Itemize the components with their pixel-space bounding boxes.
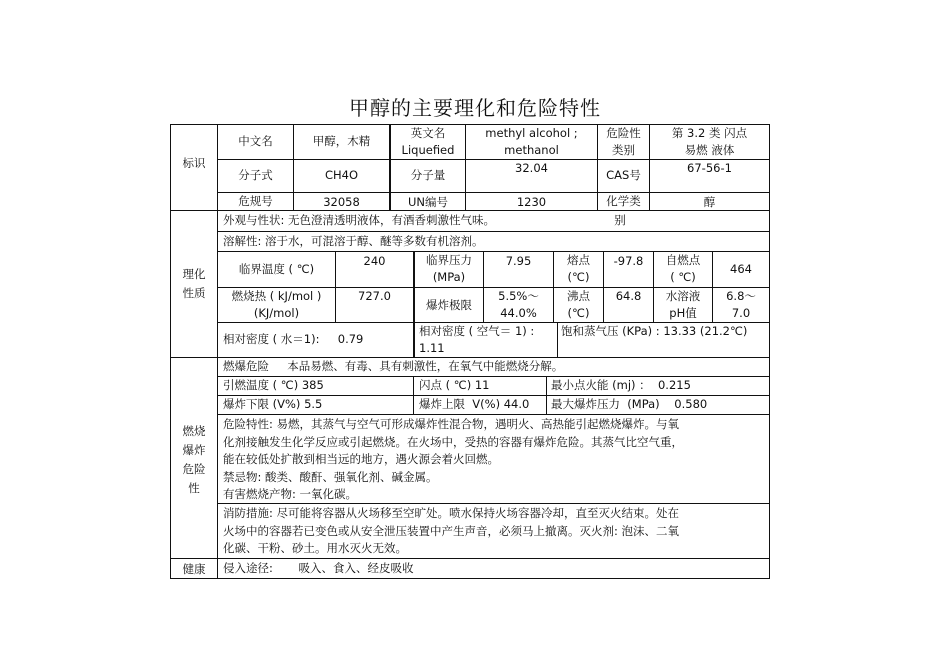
fire-hazard: 燃爆危险 本品易燃、有毒、具有刺激性，在氧气中能燃烧分解。 (223, 359, 564, 373)
upper-explosion-limit: 爆炸上限 V(%) 44.0 (419, 397, 530, 411)
boiling-point-value: 64.8 (615, 289, 642, 303)
section-label-fire-explosion-hazard: 燃烧 爆炸 危险 性 (182, 424, 206, 495)
melting-point-value: -97.8 (613, 254, 644, 268)
bie-mark: 别 (614, 213, 626, 227)
critical-pressure-label: 临界压力 (MPa) (426, 253, 472, 284)
section-label-health: 健康 (182, 562, 206, 576)
relative-density-water: 相对密度 ( 水＝1): 0.79 (223, 332, 364, 346)
un-no-value: 1230 (516, 195, 547, 209)
chem-class-value: 醇 (703, 195, 716, 209)
cas-value: 67-56-1 (687, 161, 732, 175)
min-ignition-energy: 最小点火能 (mj) ： 0.215 (551, 378, 691, 392)
max-explosion-pressure: 最大爆炸压力 (MPa) 0.580 (551, 397, 708, 411)
explosion-limit-label: 爆炸极限 (426, 298, 472, 312)
appearance: 外观与性状: 无色澄清透明液体，有酒香刺激性气味。 (223, 213, 496, 227)
routes-of-entry: 侵入途径: 吸入、食入、经皮吸收 (223, 561, 414, 575)
cas-label: CAS号 (606, 168, 641, 182)
heat-of-combustion-value: 727.0 (358, 289, 391, 303)
hazard-table (170, 124, 770, 578)
en-name-value: methyl alcohol ; methanol (485, 126, 578, 157)
en-name-label: 英文名 Liquefied (401, 126, 455, 157)
critical-temp-value: 240 (363, 254, 386, 268)
hazard-characteristics: 危险特性: 易燃，其蒸气与空气可形成爆炸性混合物，遇明火、高热能引起燃烧爆炸。与氧 化剂接触发生化学反应或引起燃烧。在火场中，受热的容器有爆炸危险。其蒸气比空气重， 能在较低处扩散到相当远的地方，遇火源会着火回燃。 禁忌物: 酸类、酸酐、强氧化剂、碱金属。 有害燃烧产物: 一氧化碳。 (223, 417, 683, 501)
autoignition-label: 自燃点 ( ℃) (665, 253, 701, 284)
hazard-class-label: 危险性 类别 (606, 126, 641, 157)
flash-point: 闪点 ( ℃) 11 (419, 378, 490, 392)
melting-point-label: 熔点 (℃) (567, 253, 590, 284)
lower-explosion-limit: 爆炸下限 (V%) 5.5 (223, 397, 323, 411)
reg-no-value: 32058 (323, 195, 360, 209)
firefighting-measures: 消防措施: 尽可能将容器从火场移至空旷处。喷水保持火场容器冷却，直至灭火结束。处在 火场中的容器若已变色或从安全泄压装置中产生声音，必须马上撤离。灭火剂: 泡沫、二氧 化碳、干粉、砂土。用水灭火无效。 (223, 506, 680, 555)
page-title: 甲醇的主要理化和危险特性 (349, 96, 601, 120)
reg-no-label: 危规号 (238, 194, 273, 208)
vapor-pressure: 饱和蒸气压 (KPa) : 13.33 (21.2℃) (561, 324, 748, 338)
un-no-label: UN编号 (407, 195, 449, 209)
formula-label: 分子式 (238, 168, 273, 182)
heat-of-combustion-label: 燃烧热 ( kJ/mol ) (KJ/mol) (231, 289, 322, 320)
ignition-temperature: 引燃温度 ( ℃) 385 (223, 378, 324, 392)
chem-class-label: 化学类 (606, 194, 641, 208)
critical-pressure-value: 7.95 (505, 254, 532, 268)
cn-name-value: 甲醇，木精 (312, 134, 371, 148)
ph-label: 水溶液 pH值 (665, 289, 701, 320)
explosion-limit-value: 5.5%～ 44.0% (498, 289, 539, 320)
section-label-identification: 标识 (182, 156, 206, 170)
autoignition-value: 464 (730, 262, 752, 276)
ph-value: 6.8～ 7.0 (726, 289, 756, 320)
mw-value: 32.04 (515, 161, 548, 175)
solubility: 溶解性: 溶于水，可混溶于醇、醚等多数有机溶剂。 (223, 234, 484, 248)
hazard-class-value: 第 3.2 类 闪点 易燃 液体 (671, 126, 748, 157)
boiling-point-label: 沸点 (℃) (567, 289, 590, 320)
formula-value: CH4O (324, 168, 359, 182)
section-label-physical-properties: 理化 性质 (182, 267, 206, 300)
cn-name-label: 中文名 (238, 134, 273, 148)
mw-label: 分子量 (410, 168, 446, 182)
critical-temp-label: 临界温度 ( ℃) (238, 262, 315, 276)
relative-density-air: 相对密度 ( 空气＝ 1) : 1.11 (419, 324, 535, 355)
